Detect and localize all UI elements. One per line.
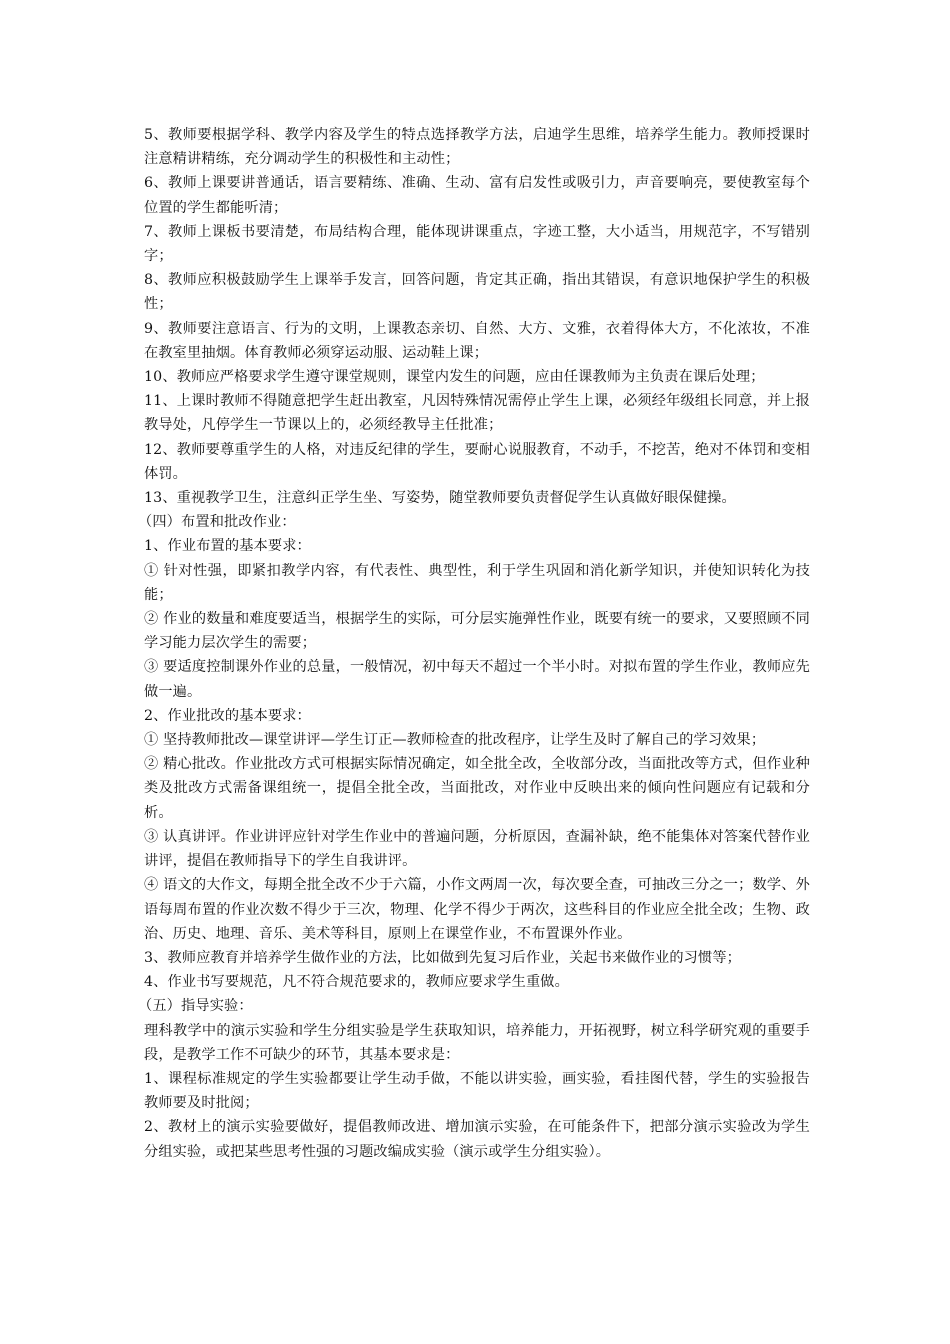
paragraph-item-7: 7、教师上课板书要清楚，布局结构合理，能体现讲课重点，字迹工整，大小适当，用规范字，不写错别字； <box>144 223 810 265</box>
paragraph-item-8: 8、教师应积极鼓励学生上课举手发言，回答问题，肯定其正确，指出其错误，有意识地保护学生的积极性； <box>144 272 810 313</box>
list-item-grading-3: ③ 认真讲评。作业讲评应针对学生作业中的普遍问题，分析原因，查漏补缺，绝不能集体对答案代替作业讲评，提倡在教师指导下的学生自我讲评。 <box>144 828 810 870</box>
list-item-grading-4: ④ 语文的大作文，每期全批全改不少于六篇，小作文两周一次，每次要全查，可抽改三分之一；数学、外语每周布置的作业次数不得少于三次，物理、化学不得少于两次，这些科目的作业应全批全改；生物、政治、历史、地理、音乐、美术等科目，原则上在课堂作业，不布置课外作业。 <box>144 877 810 942</box>
paragraph-item-9: 9、教师要注意语言、行为的文明，上课教态亲切、自然、大方、文雅，衣着得体大方，不化浓妆，不准在教室里抽烟。体育教师必须穿运动服、运动鞋上课； <box>144 320 810 361</box>
list-item-assignment-3: ③ 要适度控制课外作业的总量，一般情况，初中每天不超过一个半小时。对拟布置的学生作业，教师应先做一遍。 <box>144 659 810 700</box>
list-item-assignment-2: ② 作业的数量和难度要适当，根据学生的实际，可分层实施弹性作业，既要有统一的要求，又要照顾不同学习能力层次学生的需要； <box>144 611 810 652</box>
section-heading-experiments: （五）指导实验： <box>138 998 253 1015</box>
list-item-experiment-2: 2、教材上的演示实验要做好，提倡教师改进、增加演示实验，在可能条件下，把部分演示实验改为学生分组实验，或把某些思考性强的习题改编成实验（演示或学生分组实验）。 <box>144 1119 810 1160</box>
paragraph-item-12: 12、教师要尊重学生的人格，对违反纪律的学生，要耐心说服教育，不动手，不挖苦，绝对不体罚和变相体罚。 <box>144 441 810 482</box>
paragraph-item-5: 5、教师要根据学科、教学内容及学生的特点选择教学方法，启迪学生思维，培养学生能力。教师授课时注意精讲精练，充分调动学生的积极性和主动性； <box>144 127 810 168</box>
paragraph-homework-writing: 4、作业书写要规范，凡不符合规范要求的，教师应要求学生重做。 <box>144 974 569 991</box>
document-body <box>138 123 810 1164</box>
paragraph-homework-method: 3、教师应教育并培养学生做作业的方法，比如做到先复习后作业，关起书来做作业的习惯等； <box>144 949 742 966</box>
section-heading-homework: （四）布置和批改作业： <box>138 514 296 531</box>
list-item-grading-2: ② 精心批改。作业批改方式可根据实际情况确定，如全批全改，全收部分改，当面批改等方式，但作业种类及批改方式需备课组统一，提倡全批全改，当面批改，对作业中反映出来的倾向性问题应有记载和分析。 <box>144 756 810 821</box>
list-item-assignment-1: ① 针对性强，即紧扣教学内容，有代表性、典型性，利于学生巩固和消化新学知识，并使知识转化为技能； <box>144 562 810 603</box>
list-item-experiment-1: 1、课程标准规定的学生实验都要让学生动手做，不能以讲实验，画实验，看挂图代替，学生的实验报告教师要及时批阅； <box>144 1070 810 1112</box>
subheading-homework-grading: 2、作业批改的基本要求： <box>144 707 311 724</box>
subheading-homework-assignment: 1、作业布置的基本要求： <box>144 538 311 555</box>
paragraph-item-11: 11、上课时教师不得随意把学生赶出教室，凡因特殊情况需停止学生上课，必须经年级组长同意，并上报教导处，凡停学生一节课以上的，必须经教导主任批准； <box>144 393 810 434</box>
paragraph-item-10: 10、教师应严格要求学生遵守课堂规则，课堂内发生的问题，应由任课教师为主负责在课后处理； <box>144 369 765 386</box>
paragraph-experiments-intro: 理科教学中的演示实验和学生分组实验是学生获取知识，培养能力，开拓视野，树立科学研究观的重要手段，是教学工作不可缺少的环节，其基本要求是： <box>144 1022 810 1063</box>
paragraph-item-13: 13、重视教学卫生，注意纠正学生坐、写姿势，随堂教师要负责督促学生认真做好眼保健操。 <box>144 490 736 507</box>
list-item-grading-1: ① 坚持教师批改—课堂讲评—学生订正—教师检查的批改程序，让学生及时了解自己的学习效果； <box>144 732 766 749</box>
paragraph-item-6: 6、教师上课要讲普通话，语言要精练、准确、生动、富有启发性或吸引力，声音要响亮，要使教室每个位置的学生都能听清； <box>144 175 810 216</box>
